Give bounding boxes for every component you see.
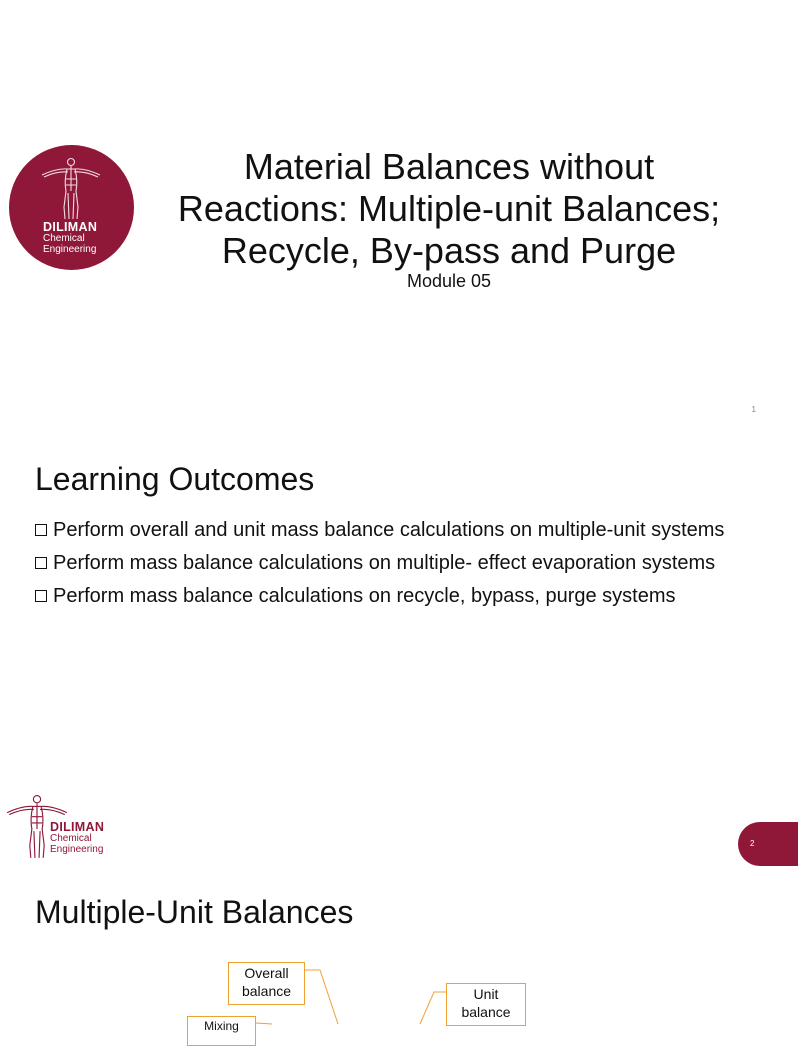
box-label: Mixing — [204, 1019, 239, 1033]
logo-chemical-text: Chemical — [50, 833, 92, 844]
outcomes-list — [35, 518, 755, 617]
logo-diliman-text: DILIMAN — [43, 220, 98, 234]
title-slide — [0, 0, 768, 432]
list-item — [35, 551, 755, 575]
unit-balance-box — [446, 983, 526, 1026]
slide-heading: Multiple-Unit Balances — [35, 894, 354, 930]
box-label: Overall — [244, 965, 289, 981]
box-label: balance — [461, 1004, 511, 1020]
title-line: Material Balances without — [243, 146, 655, 187]
logo-diliman-text: DILIMAN — [50, 820, 105, 834]
list-item — [35, 584, 755, 608]
outcome-text: Perform mass balance calculations on multiple- effect evaporation systems — [53, 552, 716, 574]
mixing-box — [187, 1016, 256, 1046]
checkbox-bullet-icon — [35, 590, 47, 602]
box-label: balance — [241, 983, 292, 999]
overall-balance-box — [228, 962, 305, 1005]
slide-heading: Learning Outcomes — [35, 461, 315, 497]
checkbox-bullet-icon — [35, 524, 47, 536]
diliman-logo — [4, 792, 105, 867]
logo-chemical-text: Chemical — [43, 233, 85, 244]
oblation-figure-icon — [39, 155, 103, 223]
diagram-connector-lines — [0, 866, 768, 1024]
outcome-text: Perform mass balance calculations on recycle, bypass, purge systems — [53, 585, 676, 607]
page-number: 2 — [750, 839, 755, 848]
diliman-logo — [9, 145, 134, 270]
checkbox-bullet-icon — [35, 557, 47, 569]
list-item — [35, 518, 755, 542]
title-line: Reactions: Multiple-unit Balances; — [177, 188, 721, 229]
page-number: 1 — [751, 405, 756, 414]
logo-engineering-text: Engineering — [43, 244, 97, 255]
learning-outcomes-slide — [0, 432, 768, 866]
page-number-badge — [738, 822, 798, 866]
multiple-unit-balances-slide — [0, 866, 768, 1033]
logo-engineering-text: Engineering — [50, 844, 104, 855]
slide-title — [150, 146, 748, 272]
title-line: Recycle, By-pass and Purge — [221, 230, 677, 271]
slide-subtitle: Module 05 — [406, 271, 492, 291]
box-label: Unit — [473, 986, 499, 1002]
outcome-text: Perform overall and unit mass balance calculations on multiple-unit systems — [53, 519, 725, 541]
